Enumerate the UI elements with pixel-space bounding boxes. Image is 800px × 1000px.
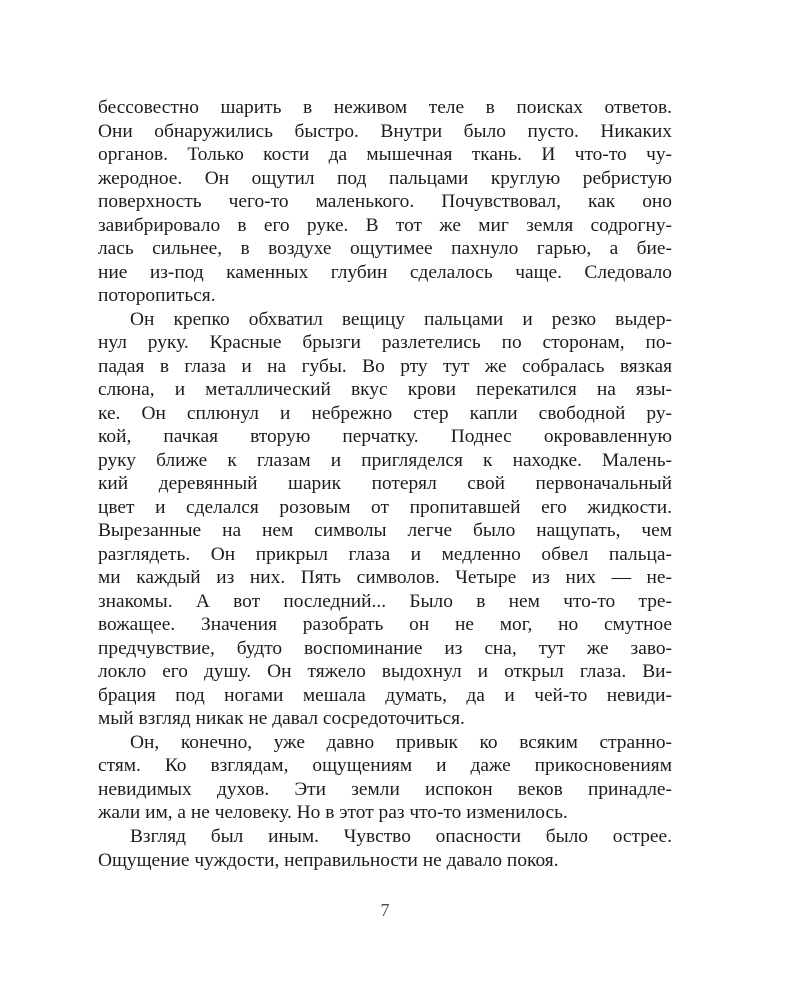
text-line: невидимых духов. Эти земли испокон веков принадле- [98, 778, 672, 800]
text-line: ке. Он сплюнул и небрежно стер капли свободной ру- [98, 402, 672, 424]
paragraph [98, 96, 672, 308]
paragraph [98, 825, 672, 872]
text-line: разглядеть. Он прикрыл глаза и медленно обвел пальца- [98, 543, 672, 565]
text-line: Он, конечно, уже давно привык ко всяким странно- [130, 731, 672, 753]
text-line: брация под ногами мешала думать, да и чей-то невиди- [98, 684, 672, 706]
text-line: вожащее. Значения разобрать он не мог, но смутное [98, 614, 672, 636]
text-line: поверхность чего-то маленького. Почувствовал, как оно [98, 191, 672, 213]
text-line: нул руку. Красные брызги разлетелись по сторонам, по- [98, 332, 672, 354]
text-line: кой, пачкая вторую перчатку. Поднес окровавленную [98, 426, 672, 448]
text-line: органов. Только кости да мышечная ткань. И что-то чу- [98, 144, 672, 166]
text-line: лась сильнее, в воздухе ощутимее пахнуло гарью, а бие- [98, 238, 672, 260]
text-line: завибрировало в его руке. В тот же миг земля содрогну- [98, 214, 672, 236]
text-line: предчувствие, будто воспоминание из сна, тут же заво- [98, 637, 672, 659]
paragraph [98, 308, 672, 731]
paragraph [98, 731, 672, 825]
text-line: падая в глаза и на губы. Во рту тут же собралась вязкая [98, 355, 672, 377]
text-line: Ощущение чуждости, неправильности не давало покоя. [98, 849, 559, 871]
text-line: Они обнаружились быстро. Внутри было пусто. Никаких [98, 120, 672, 142]
text-line: Взгляд был иным. Чувство опасности было острее. [130, 825, 672, 847]
text-line: мый взгляд никак не давал сосредоточиться. [98, 708, 465, 730]
page-number: 7 [380, 900, 390, 920]
text-line: цвет и сделался розовым от пропитавшей его жидкости. [98, 496, 672, 518]
text-line: слюна, и металлический вкус крови перекатился на язы- [98, 379, 672, 401]
text-line: бессовестно шарить в неживом теле в поисках ответов. [98, 97, 672, 118]
text-line: знакомы. А вот последний... Было в нем что-то тре- [98, 590, 672, 612]
text-line: жеродное. Он ощутил под пальцами круглую ребристую [98, 167, 672, 189]
text-line: жали им, а не человеку. Но в этот раз что-то изменилось. [98, 802, 568, 824]
body-text [98, 96, 672, 872]
text-line: ми каждый из них. Пять символов. Четыре из них — не- [98, 567, 672, 589]
text-line: руку ближе к глазам и пригляделся к находке. Малень- [98, 449, 672, 471]
text-line: стям. Ко взглядам, ощущениям и даже прикосновениям [98, 755, 672, 777]
text-line: локло его душу. Он тяжело выдохнул и открыл глаза. Ви- [98, 661, 672, 683]
text-line: ние из-под каменных глубин сделалось чаще. Следовало [98, 261, 672, 283]
text-line: кий деревянный шарик потерял свой первоначальный [98, 473, 672, 495]
text-line: поторопиться. [98, 285, 216, 307]
text-line: Вырезанные на нем символы легче было нащупать, чем [98, 520, 672, 542]
text-line: Он крепко обхватил вещицу пальцами и резко выдер- [130, 308, 672, 330]
